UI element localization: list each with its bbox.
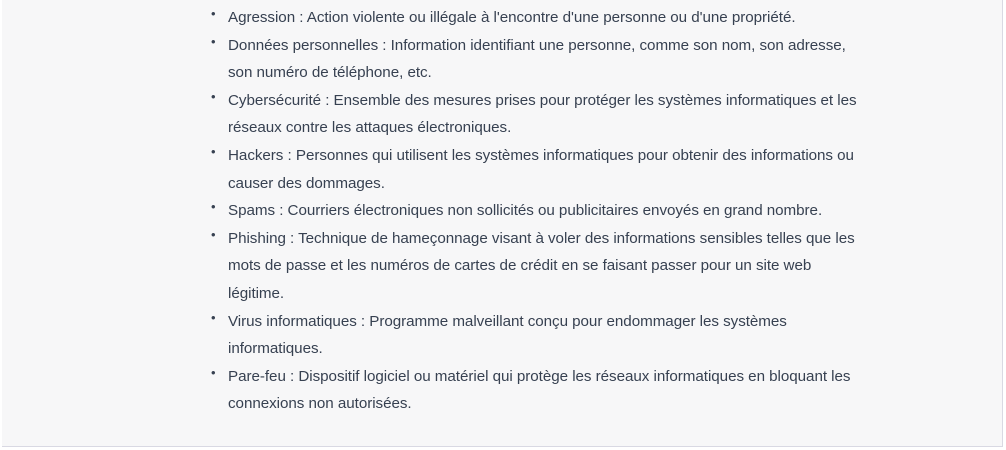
list-item-text: Virus informatiques : Programme malveillant conçu pour endommager les systèmes informatiques. bbox=[228, 312, 787, 358]
list-item bbox=[209, 225, 859, 308]
glossary-list bbox=[209, 4, 859, 418]
list-item bbox=[209, 197, 859, 225]
message-panel bbox=[2, 0, 1003, 447]
list-item bbox=[209, 4, 859, 32]
list-item-text: Agression : Action violente ou illégale à l'encontre d'une personne ou d'une propriété. bbox=[228, 9, 796, 26]
bullet-icon: • bbox=[211, 309, 216, 325]
list-item-text: Spams : Courriers électroniques non sollicités ou publicitaires envoyés en grand nombre. bbox=[228, 202, 823, 220]
list-item bbox=[209, 142, 859, 197]
list-item bbox=[209, 308, 859, 363]
bullet-icon: • bbox=[211, 226, 216, 242]
list-item bbox=[209, 363, 859, 418]
bullet-icon: • bbox=[211, 143, 216, 159]
list-item-text: Hackers : Personnes qui utilisent les systèmes informatiques pour obtenir des informations ou causer des dommages. bbox=[228, 146, 854, 192]
list-item bbox=[209, 87, 859, 142]
bullet-icon: • bbox=[211, 199, 216, 215]
list-item-text: Données personnelles : Information identifiant une personne, comme son nom, son adresse, son numéro de téléphone, etc. bbox=[228, 36, 846, 82]
list-item-text: Cybersécurité : Ensemble des mesures prises pour protéger les systèmes informatiques et les réseaux contre les attaques électroniques. bbox=[228, 91, 857, 137]
bullet-icon: • bbox=[211, 6, 216, 21]
list-item bbox=[209, 32, 859, 87]
list-item-text: Pare-feu : Dispositif logiciel ou matériel qui protège les réseaux informatiques en bloquant les connexions non autorisées. bbox=[228, 367, 851, 413]
bullet-icon: • bbox=[211, 364, 216, 380]
list-item-text: Phishing : Technique de hameçonnage visant à voler des informations sensibles telles que les mots de passe et les numéros de cartes de crédit en se faisant passer pour un site web légitime. bbox=[228, 229, 855, 302]
bullet-icon: • bbox=[211, 88, 216, 104]
bullet-icon: • bbox=[211, 33, 216, 49]
